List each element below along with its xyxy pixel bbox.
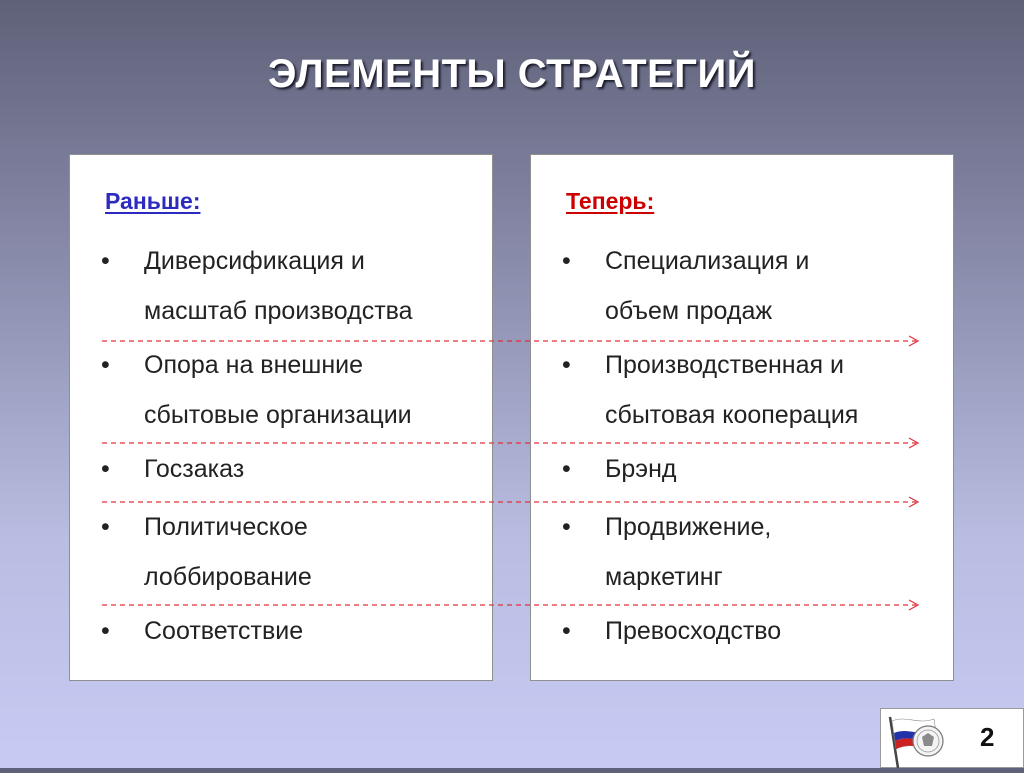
bullet: • (101, 351, 110, 379)
list-item-line: масштаб производства (144, 297, 413, 325)
bullet: • (101, 513, 110, 541)
list-item-line: Специализация и (605, 247, 810, 275)
list-item-line: Госзаказ (144, 455, 245, 483)
list-item-line: сбытовые организации (144, 401, 412, 429)
before-heading: Раньше: (105, 188, 201, 214)
list-item-line: Превосходство (605, 617, 782, 645)
list-item-line: Опора на внешние (144, 351, 364, 379)
list-item-line: Производственная и (605, 351, 844, 379)
list-item-line: Политическое (144, 513, 308, 541)
list-item-line: Диверсификация и (144, 247, 365, 275)
before-panel (69, 154, 493, 681)
after-heading: Теперь: (566, 188, 655, 214)
list-item-line: Продвижение, (605, 513, 772, 541)
bullet: • (101, 455, 110, 483)
bullet: • (101, 617, 110, 645)
list-item-line: лоббирование (144, 563, 312, 591)
bullet: • (562, 351, 571, 379)
bullet: • (562, 617, 571, 645)
list-item-line: сбытовая кооперация (605, 401, 859, 429)
page-number: 2 (980, 722, 995, 752)
bullet: • (562, 513, 571, 541)
after-panel (530, 154, 954, 681)
list-item-line: Соответствие (144, 617, 304, 645)
list-item-line: Брэнд (605, 455, 677, 483)
list-item-line: объем продаж (605, 297, 773, 325)
flag-emblem-icon (884, 711, 956, 768)
list-item-line: маркетинг (605, 563, 723, 591)
bullet: • (101, 247, 110, 275)
bullet: • (562, 455, 571, 483)
bullet: • (562, 247, 571, 275)
slide-title: ЭЛЕМЕНТЫ СТРАТЕГИЙ (268, 52, 756, 96)
